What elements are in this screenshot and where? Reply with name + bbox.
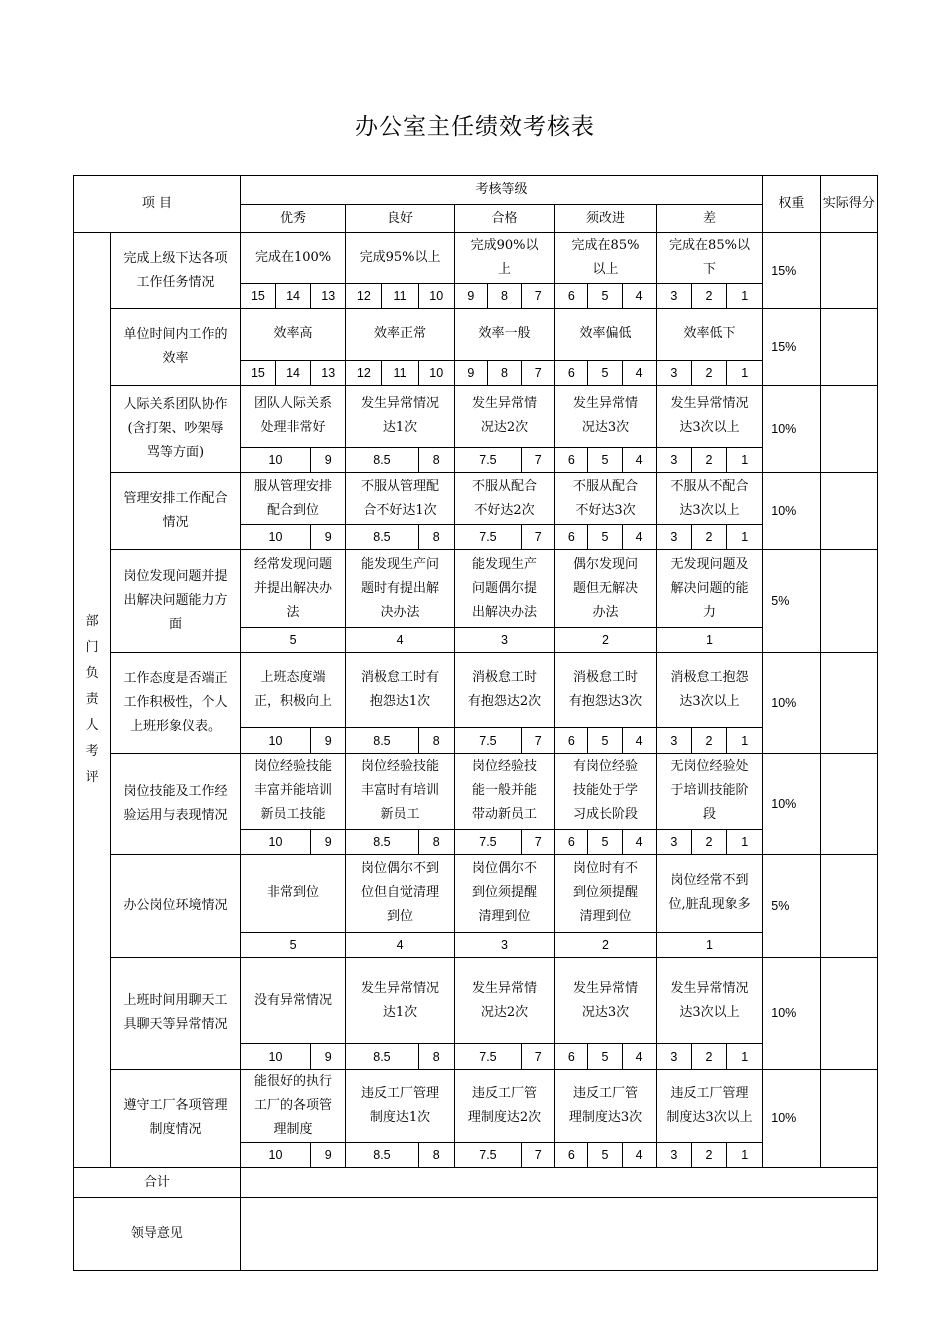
score-value: 1 bbox=[727, 361, 763, 386]
item-weight: 10% bbox=[763, 1069, 820, 1168]
item-weight: 10% bbox=[763, 957, 820, 1069]
score-value: 9 bbox=[454, 283, 487, 308]
score-value: 10 bbox=[418, 283, 454, 308]
actual-score-cell[interactable] bbox=[820, 753, 877, 855]
score-value: 4 bbox=[346, 627, 455, 652]
score-value: 1 bbox=[727, 447, 763, 472]
score-value: 8.5 bbox=[346, 830, 418, 855]
grade-description: 岗位经常不到位,脏乱现象多 bbox=[656, 855, 763, 932]
grade-description: 岗位经验技能一般并能带动新员工 bbox=[454, 753, 554, 829]
score-value: 6 bbox=[555, 361, 588, 386]
actual-score-cell[interactable] bbox=[820, 550, 877, 653]
score-value: 7.5 bbox=[454, 1143, 521, 1168]
grade-description: 岗位经验技能丰富并能培训新员工技能 bbox=[240, 753, 345, 829]
score-value: 8 bbox=[418, 728, 454, 753]
score-value: 10 bbox=[240, 1143, 310, 1168]
grade-description: 服从管理安排配合到位 bbox=[240, 472, 345, 524]
item-weight: 10% bbox=[763, 472, 820, 549]
score-value: 2 bbox=[555, 932, 656, 957]
score-value: 5 bbox=[240, 627, 345, 652]
grade-description: 非常到位 bbox=[240, 855, 345, 932]
score-value: 9 bbox=[311, 830, 346, 855]
score-value: 6 bbox=[555, 283, 588, 308]
grade-description: 违反工厂管理制度达1次 bbox=[346, 1069, 455, 1142]
grade-description: 完成90%以上 bbox=[454, 233, 554, 283]
score-value: 15 bbox=[240, 283, 275, 308]
item-name: 工作态度是否端正工作积极性，个人上班形象仪表。 bbox=[111, 652, 241, 753]
item-name: 管理安排工作配合情况 bbox=[111, 472, 241, 549]
grade-description: 发生异常情况达3次以上 bbox=[656, 386, 763, 447]
score-value: 8 bbox=[418, 830, 454, 855]
grade-description: 能很好的执行工厂的各项管理制度 bbox=[240, 1069, 345, 1142]
score-value: 4 bbox=[622, 1143, 656, 1168]
score-value: 7 bbox=[522, 728, 555, 753]
leader-opinion-cell[interactable] bbox=[240, 1198, 877, 1271]
score-value: 7 bbox=[522, 525, 555, 550]
score-value: 7 bbox=[522, 1044, 555, 1069]
grade-description: 偶尔发现问题但无解决办法 bbox=[555, 550, 656, 627]
item-weight: 15% bbox=[763, 308, 820, 385]
score-value: 1 bbox=[727, 1044, 763, 1069]
score-value: 8 bbox=[418, 447, 454, 472]
total-value-cell[interactable] bbox=[240, 1168, 877, 1198]
item-name: 人际关系团队协作(含打架、吵架辱骂等方面) bbox=[111, 386, 241, 473]
score-value: 7.5 bbox=[454, 1044, 521, 1069]
score-value: 5 bbox=[588, 525, 622, 550]
grade-description: 有岗位经验技能处于学习成长阶段 bbox=[555, 753, 656, 829]
grade-description: 效率一般 bbox=[454, 308, 554, 360]
grade-description: 能发现生产问题时有提出解决办法 bbox=[346, 550, 455, 627]
grade-description: 上班态度端正，积极向上 bbox=[240, 652, 345, 727]
grade-description: 岗位偶尔不到位但自觉清理到位 bbox=[346, 855, 455, 932]
score-value: 8 bbox=[487, 361, 521, 386]
score-value: 2 bbox=[691, 1143, 726, 1168]
score-value: 4 bbox=[622, 830, 656, 855]
score-value: 4 bbox=[622, 447, 656, 472]
score-value: 9 bbox=[311, 1143, 346, 1168]
score-value: 8 bbox=[418, 1044, 454, 1069]
score-value: 4 bbox=[622, 728, 656, 753]
score-value: 5 bbox=[240, 932, 345, 957]
score-value: 8 bbox=[418, 1143, 454, 1168]
score-value: 10 bbox=[418, 361, 454, 386]
score-value: 3 bbox=[656, 525, 691, 550]
grade-description: 效率正常 bbox=[346, 308, 455, 360]
score-value: 7.5 bbox=[454, 447, 521, 472]
actual-score-cell[interactable] bbox=[820, 308, 877, 385]
score-value: 4 bbox=[622, 525, 656, 550]
score-value: 3 bbox=[656, 1143, 691, 1168]
grade-description: 不服从配合不好达3次 bbox=[555, 472, 656, 524]
grade-description: 不服从管理配合不好达1次 bbox=[346, 472, 455, 524]
actual-score-cell[interactable] bbox=[820, 957, 877, 1069]
score-value: 10 bbox=[240, 1044, 310, 1069]
grade-description: 完成95%以上 bbox=[346, 233, 455, 283]
score-value: 7 bbox=[522, 283, 555, 308]
score-value: 3 bbox=[656, 361, 691, 386]
score-value: 8.5 bbox=[346, 728, 418, 753]
score-value: 6 bbox=[555, 1044, 588, 1069]
leader-opinion-label: 领导意见 bbox=[74, 1198, 241, 1271]
grade-description: 完成在100% bbox=[240, 233, 345, 283]
header-actual-score: 实际得分 bbox=[820, 176, 877, 233]
score-value: 8.5 bbox=[346, 1044, 418, 1069]
score-value: 12 bbox=[346, 361, 382, 386]
score-value: 10 bbox=[240, 830, 310, 855]
score-value: 1 bbox=[727, 283, 763, 308]
score-value: 2 bbox=[691, 525, 726, 550]
score-value: 14 bbox=[275, 361, 310, 386]
grade-description: 岗位时有不到位须提醒清理到位 bbox=[555, 855, 656, 932]
actual-score-cell[interactable] bbox=[820, 652, 877, 753]
score-value: 5 bbox=[588, 1044, 622, 1069]
score-value: 5 bbox=[588, 728, 622, 753]
score-value: 7.5 bbox=[454, 728, 521, 753]
grade-excellent: 优秀 bbox=[240, 205, 345, 233]
grade-description: 能发现生产问题偶尔提出解决办法 bbox=[454, 550, 554, 627]
score-value: 4 bbox=[622, 361, 656, 386]
grade-description: 消极怠工抱怨达3次以上 bbox=[656, 652, 763, 727]
grade-description: 完成在85%以下 bbox=[656, 233, 763, 283]
grade-description: 违反工厂管理制度达3次 bbox=[555, 1069, 656, 1142]
score-value: 8.5 bbox=[346, 1143, 418, 1168]
grade-description: 发生异常情况达3次以上 bbox=[656, 957, 763, 1044]
actual-score-cell[interactable] bbox=[820, 855, 877, 958]
score-value: 6 bbox=[555, 525, 588, 550]
actual-score-cell[interactable] bbox=[820, 233, 877, 308]
score-value: 3 bbox=[454, 627, 554, 652]
header-grade-group: 考核等级 bbox=[240, 176, 762, 205]
score-value: 2 bbox=[691, 447, 726, 472]
category-label bbox=[74, 233, 111, 1168]
score-value: 1 bbox=[727, 525, 763, 550]
header-item: 项 目 bbox=[74, 176, 241, 233]
score-value: 10 bbox=[240, 447, 310, 472]
item-name: 岗位技能及工作经验运用与表现情况 bbox=[111, 753, 241, 855]
item-name: 办公岗位环境情况 bbox=[111, 855, 241, 958]
score-value: 5 bbox=[588, 283, 622, 308]
item-weight: 10% bbox=[763, 386, 820, 473]
grade-description: 团队人际关系处理非常好 bbox=[240, 386, 345, 447]
grade-description: 无岗位经验处于培训技能阶段 bbox=[656, 753, 763, 829]
score-value: 3 bbox=[656, 1044, 691, 1069]
grade-description: 消极怠工时有抱怨达2次 bbox=[454, 652, 554, 727]
grade-description: 经常发现问题并提出解决办法 bbox=[240, 550, 345, 627]
score-value: 3 bbox=[454, 932, 554, 957]
score-value: 4 bbox=[346, 932, 455, 957]
grade-description: 发生异常情况达2次 bbox=[454, 957, 554, 1044]
item-weight: 5% bbox=[763, 855, 820, 958]
score-value: 2 bbox=[691, 830, 726, 855]
score-value: 3 bbox=[656, 728, 691, 753]
score-value: 8.5 bbox=[346, 447, 418, 472]
score-value: 5 bbox=[588, 447, 622, 472]
grade-description: 违反工厂管理制度达3次以上 bbox=[656, 1069, 763, 1142]
score-value: 9 bbox=[311, 525, 346, 550]
score-value: 1 bbox=[656, 627, 763, 652]
score-value: 11 bbox=[382, 283, 418, 308]
score-value: 5 bbox=[588, 1143, 622, 1168]
score-value: 9 bbox=[311, 1044, 346, 1069]
score-value: 4 bbox=[622, 1044, 656, 1069]
item-name: 岗位发现问题并提出解决问题能力方面 bbox=[111, 550, 241, 653]
actual-score-cell[interactable] bbox=[820, 472, 877, 549]
item-weight: 10% bbox=[763, 753, 820, 855]
score-value: 15 bbox=[240, 361, 275, 386]
score-value: 12 bbox=[346, 283, 382, 308]
grade-poor: 差 bbox=[656, 205, 763, 233]
item-name: 上班时间用聊天工具聊天等异常情况 bbox=[111, 957, 241, 1069]
score-value: 11 bbox=[382, 361, 418, 386]
score-value: 13 bbox=[311, 283, 346, 308]
actual-score-cell[interactable] bbox=[820, 1069, 877, 1168]
score-value: 7 bbox=[522, 830, 555, 855]
score-value: 3 bbox=[656, 447, 691, 472]
grade-description: 没有异常情况 bbox=[240, 957, 345, 1044]
grade-description: 效率偏低 bbox=[555, 308, 656, 360]
item-name: 完成上级下达各项工作任务情况 bbox=[111, 233, 241, 308]
score-value: 14 bbox=[275, 283, 310, 308]
item-name: 单位时间内工作的效率 bbox=[111, 308, 241, 385]
grade-needs-improvement: 须改进 bbox=[555, 205, 656, 233]
score-value: 3 bbox=[656, 830, 691, 855]
score-value: 2 bbox=[555, 627, 656, 652]
score-value: 1 bbox=[727, 728, 763, 753]
score-value: 4 bbox=[622, 283, 656, 308]
grade-description: 效率低下 bbox=[656, 308, 763, 360]
score-value: 9 bbox=[311, 728, 346, 753]
score-value: 7 bbox=[522, 447, 555, 472]
item-weight: 15% bbox=[763, 233, 820, 308]
score-value: 7 bbox=[522, 1143, 555, 1168]
grade-description: 发生异常情况达1次 bbox=[346, 957, 455, 1044]
grade-description: 发生异常情况达3次 bbox=[555, 386, 656, 447]
score-value: 7.5 bbox=[454, 525, 521, 550]
actual-score-cell[interactable] bbox=[820, 386, 877, 473]
header-weight: 权重 bbox=[763, 176, 820, 233]
score-value: 10 bbox=[240, 525, 310, 550]
score-value: 2 bbox=[691, 728, 726, 753]
score-value: 9 bbox=[454, 361, 487, 386]
score-value: 1 bbox=[727, 1143, 763, 1168]
grade-description: 完成在85%以上 bbox=[555, 233, 656, 283]
score-value: 9 bbox=[311, 447, 346, 472]
page-title: 办公室主任绩效考核表 bbox=[355, 114, 595, 140]
score-value: 5 bbox=[588, 830, 622, 855]
category-label-text: 部门负责人考评 bbox=[85, 614, 99, 786]
score-value: 10 bbox=[240, 728, 310, 753]
score-value: 6 bbox=[555, 728, 588, 753]
grade-description: 岗位偶尔不到位须提醒清理到位 bbox=[454, 855, 554, 932]
grade-good: 良好 bbox=[346, 205, 455, 233]
item-weight: 5% bbox=[763, 550, 820, 653]
grade-description: 岗位经验技能丰富时有培训新员工 bbox=[346, 753, 455, 829]
score-value: 13 bbox=[311, 361, 346, 386]
score-value: 2 bbox=[691, 361, 726, 386]
score-value: 5 bbox=[588, 361, 622, 386]
grade-pass: 合格 bbox=[454, 205, 554, 233]
grade-description: 不服从不配合达3次以上 bbox=[656, 472, 763, 524]
score-value: 1 bbox=[727, 830, 763, 855]
score-value: 6 bbox=[555, 1143, 588, 1168]
performance-table bbox=[73, 175, 878, 1271]
score-value: 7 bbox=[522, 361, 555, 386]
item-name: 遵守工厂各项管理制度情况 bbox=[111, 1069, 241, 1168]
item-weight: 10% bbox=[763, 652, 820, 753]
grade-description: 发生异常情况达2次 bbox=[454, 386, 554, 447]
grade-description: 发生异常情况达3次 bbox=[555, 957, 656, 1044]
score-value: 6 bbox=[555, 447, 588, 472]
grade-description: 消极怠工时有抱怨达3次 bbox=[555, 652, 656, 727]
grade-description: 不服从配合不好达2次 bbox=[454, 472, 554, 524]
score-value: 8 bbox=[487, 283, 521, 308]
score-value: 1 bbox=[656, 932, 763, 957]
total-label: 合计 bbox=[74, 1168, 241, 1198]
grade-description: 消极怠工时有抱怨达1次 bbox=[346, 652, 455, 727]
score-value: 8.5 bbox=[346, 525, 418, 550]
score-value: 2 bbox=[691, 283, 726, 308]
grade-description: 违反工厂管理制度达2次 bbox=[454, 1069, 554, 1142]
score-value: 2 bbox=[691, 1044, 726, 1069]
grade-description: 效率高 bbox=[240, 308, 345, 360]
grade-description: 无发现问题及解决问题的能力 bbox=[656, 550, 763, 627]
score-value: 6 bbox=[555, 830, 588, 855]
score-value: 8 bbox=[418, 525, 454, 550]
score-value: 7.5 bbox=[454, 830, 521, 855]
grade-description: 发生异常情况达1次 bbox=[346, 386, 455, 447]
score-value: 3 bbox=[656, 283, 691, 308]
